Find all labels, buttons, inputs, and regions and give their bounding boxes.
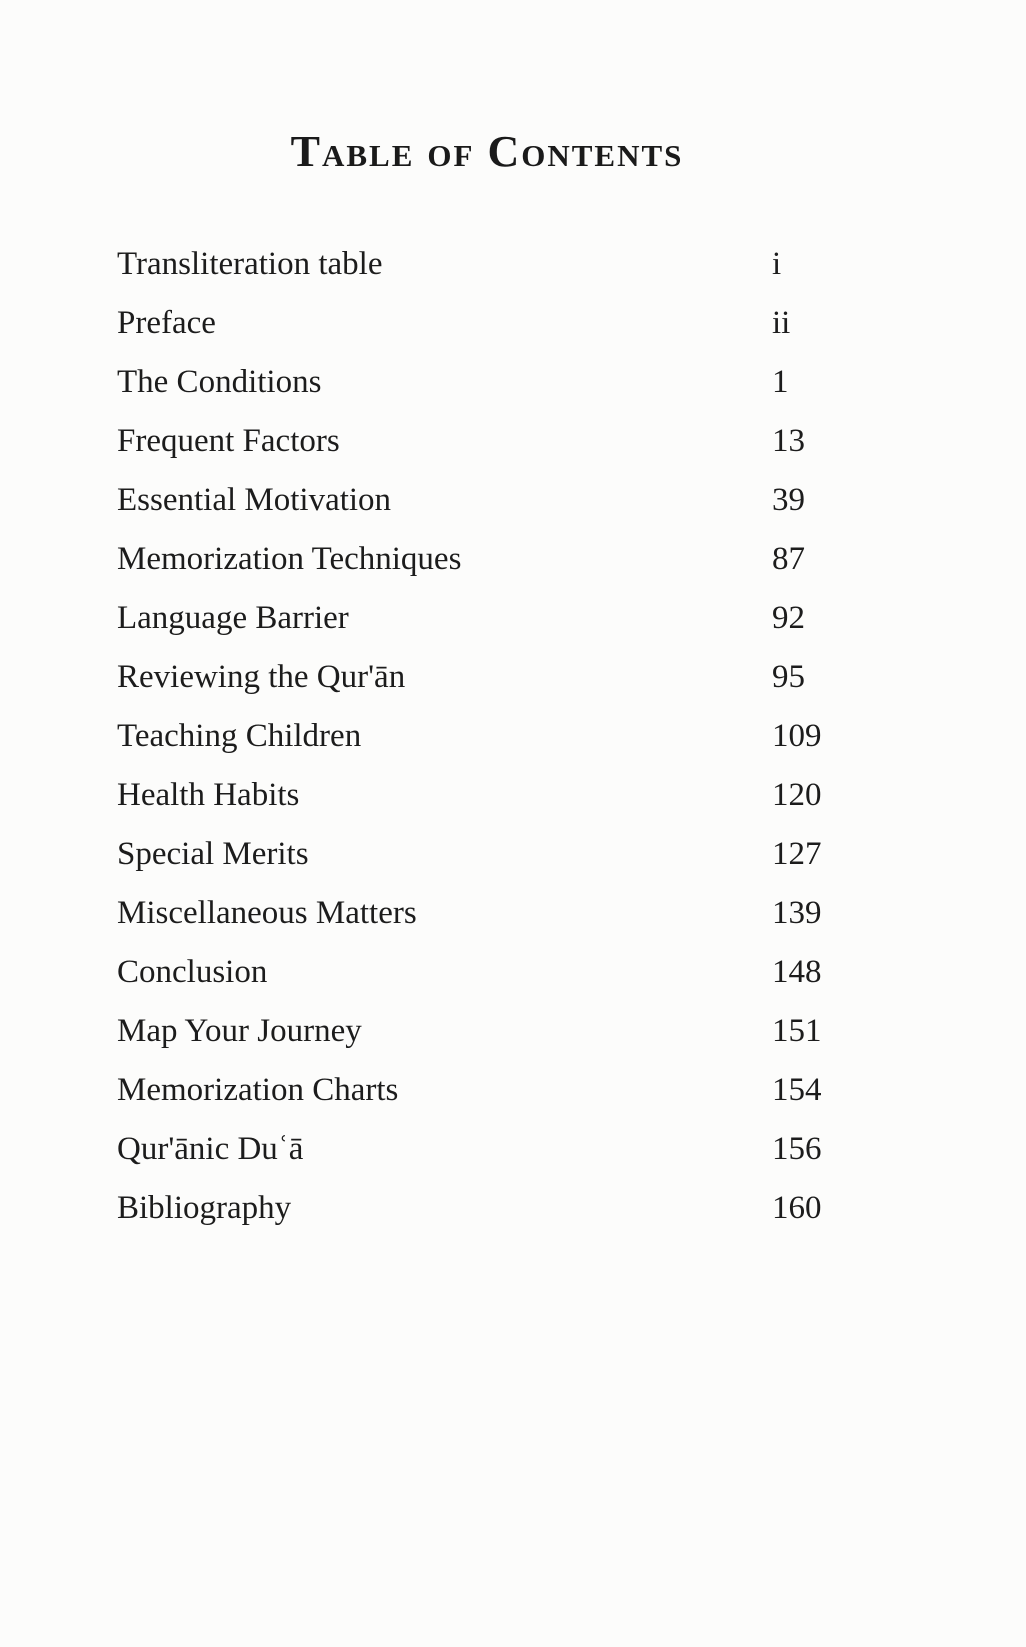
toc-entry-page-number: 156 <box>772 1131 822 1167</box>
toc-entry-page-number: 87 <box>772 541 805 577</box>
toc-entry-page-number: 139 <box>772 895 822 931</box>
toc-entry-title: Memorization Techniques <box>117 541 462 577</box>
toc-entry-page-number: 109 <box>772 718 822 754</box>
toc-entry <box>117 707 837 766</box>
toc-entry-title: Transliteration table <box>117 246 383 282</box>
toc-entry-page-number: 127 <box>772 836 822 872</box>
toc-entry-title: Conclusion <box>117 954 268 990</box>
toc-entry <box>117 1120 837 1179</box>
table-of-contents <box>117 235 837 1238</box>
toc-entry-title: Essential Motivation <box>117 482 392 518</box>
toc-entry <box>117 884 837 943</box>
toc-entry-title: The Conditions <box>117 364 322 400</box>
toc-entry <box>117 1179 837 1238</box>
toc-entry-page-number: 13 <box>772 423 805 459</box>
toc-entry-title: Health Habits <box>117 777 300 813</box>
toc-entry-title: Teaching Children <box>117 718 362 754</box>
toc-entry-page-number: 151 <box>772 1013 822 1049</box>
toc-entry-page-number: 120 <box>772 777 822 813</box>
toc-entry <box>117 530 837 589</box>
toc-entry <box>117 1061 837 1120</box>
toc-entry-page-number: i <box>772 246 782 282</box>
toc-entry <box>117 943 837 1002</box>
toc-entry-page-number: 154 <box>772 1072 822 1108</box>
toc-entry-title: Preface <box>117 305 216 341</box>
toc-entry <box>117 589 837 648</box>
toc-entry-page-number: 160 <box>772 1190 822 1226</box>
toc-entry-page-number: 95 <box>772 659 805 695</box>
toc-entry <box>117 353 837 412</box>
toc-entry-title: Reviewing the Qur'ān <box>117 659 406 695</box>
toc-entry <box>117 294 837 353</box>
toc-entry-page-number: 1 <box>772 364 789 400</box>
toc-entry <box>117 412 837 471</box>
toc-entry-title: Language Barrier <box>117 600 349 636</box>
toc-entry-page-number: 148 <box>772 954 822 990</box>
toc-entry <box>117 1002 837 1061</box>
toc-entry-title: Miscellaneous Matters <box>117 895 417 931</box>
toc-entry-title: Frequent Factors <box>117 423 340 459</box>
toc-entry-page-number: ii <box>772 305 791 341</box>
toc-entry-page-number: 92 <box>772 600 805 636</box>
toc-entry-title: Qur'ānic Duʿā <box>117 1131 304 1167</box>
page-title: Table of Contents <box>290 127 684 176</box>
toc-entry <box>117 235 837 294</box>
toc-entry-title: Map Your Journey <box>117 1013 362 1049</box>
toc-entry <box>117 766 837 825</box>
toc-entry-title: Bibliography <box>117 1190 292 1226</box>
toc-entry-title: Memorization Charts <box>117 1072 399 1108</box>
toc-entry <box>117 648 837 707</box>
toc-entry-page-number: 39 <box>772 482 805 518</box>
toc-entry-title: Special Merits <box>117 836 309 872</box>
toc-entry <box>117 471 837 530</box>
toc-entry <box>117 825 837 884</box>
